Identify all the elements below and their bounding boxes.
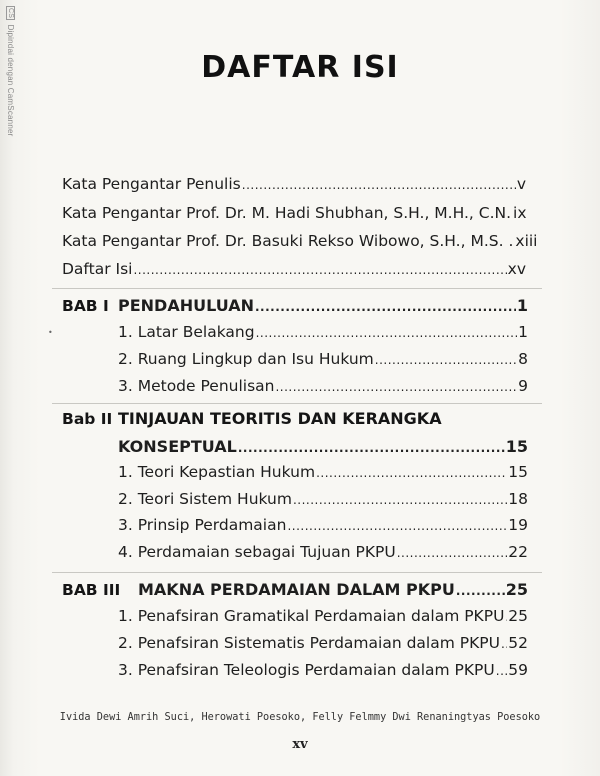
section-page: 52 bbox=[508, 634, 528, 652]
toc-section-entry[interactable] bbox=[118, 543, 528, 561]
section-page: 59 bbox=[508, 661, 528, 679]
toc-section-entry[interactable] bbox=[118, 350, 528, 368]
toc-section-entry[interactable] bbox=[118, 634, 528, 652]
toc-section-entry[interactable] bbox=[118, 377, 528, 395]
toc-chapter-title[interactable] bbox=[118, 437, 528, 456]
chapter-page: 15 bbox=[505, 437, 528, 456]
toc-section-entry[interactable] bbox=[118, 607, 528, 625]
section-label: 1. Teori Kepastian Hukum bbox=[118, 463, 316, 481]
toc-entry-prelim[interactable] bbox=[62, 204, 526, 222]
section-page: 1 bbox=[518, 323, 528, 341]
chapter-page: 1 bbox=[516, 296, 528, 315]
page-footer-authors: Ivida Dewi Amrih Suci, Herowati Poesoko, Felly Felmmy Dwi Renaningtyas Poesoko bbox=[59, 710, 541, 723]
dot-leader bbox=[238, 441, 505, 455]
section-page: 22 bbox=[508, 543, 528, 561]
toc-section-entry[interactable] bbox=[118, 463, 528, 481]
toc-entry-prelim[interactable] bbox=[62, 260, 526, 278]
toc-entry-page: ix bbox=[513, 204, 527, 222]
dot-leader bbox=[316, 466, 507, 480]
toc-entry-prelim[interactable] bbox=[62, 175, 526, 193]
chapter-number: Bab II bbox=[62, 410, 113, 428]
dot-leader bbox=[501, 637, 507, 651]
toc-entry-label: Kata Pengantar Prof. Dr. M. Hadi Shubhan, S.H., M.H., C.N. bbox=[62, 204, 512, 222]
section-page: 19 bbox=[508, 516, 528, 534]
section-page: 15 bbox=[508, 463, 528, 481]
dot-leader bbox=[375, 353, 517, 367]
section-label: 1. Penafsiran Gramatikal Perdamaian dalam PKPU bbox=[118, 607, 505, 625]
chapter-number: BAB III bbox=[62, 581, 121, 599]
dot-leader bbox=[456, 584, 505, 598]
dot-leader bbox=[256, 326, 518, 340]
toc-section-entry[interactable] bbox=[118, 490, 528, 508]
dot-leader bbox=[255, 300, 516, 314]
section-divider bbox=[52, 288, 542, 289]
chapter-title: TINJAUAN TEORITIS DAN KERANGKA bbox=[118, 409, 442, 428]
scanner-watermark-text: Dipindai dengan CamScanner bbox=[6, 24, 15, 137]
toc-chapter-title[interactable] bbox=[118, 296, 528, 315]
section-label: 2. Penafsiran Sistematis Perdamaian dalam PKPU bbox=[118, 634, 500, 652]
section-page: 25 bbox=[508, 607, 528, 625]
toc-entry-page: xv bbox=[507, 260, 526, 278]
toc-section-entry[interactable] bbox=[118, 516, 528, 534]
toc-entry-label: Kata Pengantar Prof. Dr. Basuki Rekso Wibowo, S.H., M.S. . bbox=[62, 232, 514, 250]
toc-chapter-title[interactable] bbox=[138, 580, 528, 599]
section-label: 3. Prinsip Perdamaian bbox=[118, 516, 287, 534]
chapter-title-continued: KONSEPTUAL bbox=[118, 437, 237, 456]
section-label: 3. Metode Penulisan bbox=[118, 377, 275, 395]
page-number: xv bbox=[292, 737, 308, 752]
dot-leader bbox=[505, 610, 507, 624]
section-divider bbox=[52, 572, 542, 573]
section-page: 9 bbox=[518, 377, 528, 395]
section-label: 4. Perdamaian sebagai Tujuan PKPU bbox=[118, 543, 396, 561]
page-title: DAFTAR ISI bbox=[201, 50, 399, 85]
camscanner-logo: CS bbox=[7, 8, 14, 19]
dot-leader bbox=[397, 546, 508, 560]
bleed-through-text bbox=[98, 0, 568, 175]
section-page: 18 bbox=[508, 490, 528, 508]
dot-leader bbox=[275, 380, 517, 394]
toc-section-entry[interactable] bbox=[118, 661, 528, 679]
toc-entry-page: v bbox=[516, 175, 526, 193]
chapter-title: MAKNA PERDAMAIAN DALAM PKPU bbox=[138, 580, 455, 599]
section-divider bbox=[52, 403, 542, 404]
dot-leader bbox=[133, 263, 506, 277]
dot-leader bbox=[293, 493, 507, 507]
toc-entry-prelim[interactable] bbox=[62, 232, 538, 250]
dot-leader bbox=[242, 178, 516, 192]
toc-entry-label: Daftar Isi bbox=[62, 260, 133, 278]
dot-leader bbox=[496, 664, 508, 678]
toc-entry-label: Kata Pengantar Penulis bbox=[62, 175, 241, 193]
chapter-number: BAB I bbox=[62, 297, 109, 315]
section-page: 8 bbox=[518, 350, 528, 368]
dot-leader bbox=[287, 519, 507, 533]
section-label: 1. Latar Belakang bbox=[118, 323, 255, 341]
chapter-title: PENDAHULUAN bbox=[118, 296, 254, 315]
chapter-page: 25 bbox=[505, 580, 528, 599]
scan-speck: • bbox=[48, 328, 53, 337]
section-label: 2. Teori Sistem Hukum bbox=[118, 490, 292, 508]
section-label: 2. Ruang Lingkup dan Isu Hukum bbox=[118, 350, 374, 368]
toc-entry-page: xiii bbox=[515, 232, 538, 250]
section-label: 3. Penafsiran Teleologis Perdamaian dalam PKPU bbox=[118, 661, 495, 679]
toc-section-entry[interactable] bbox=[118, 323, 528, 341]
